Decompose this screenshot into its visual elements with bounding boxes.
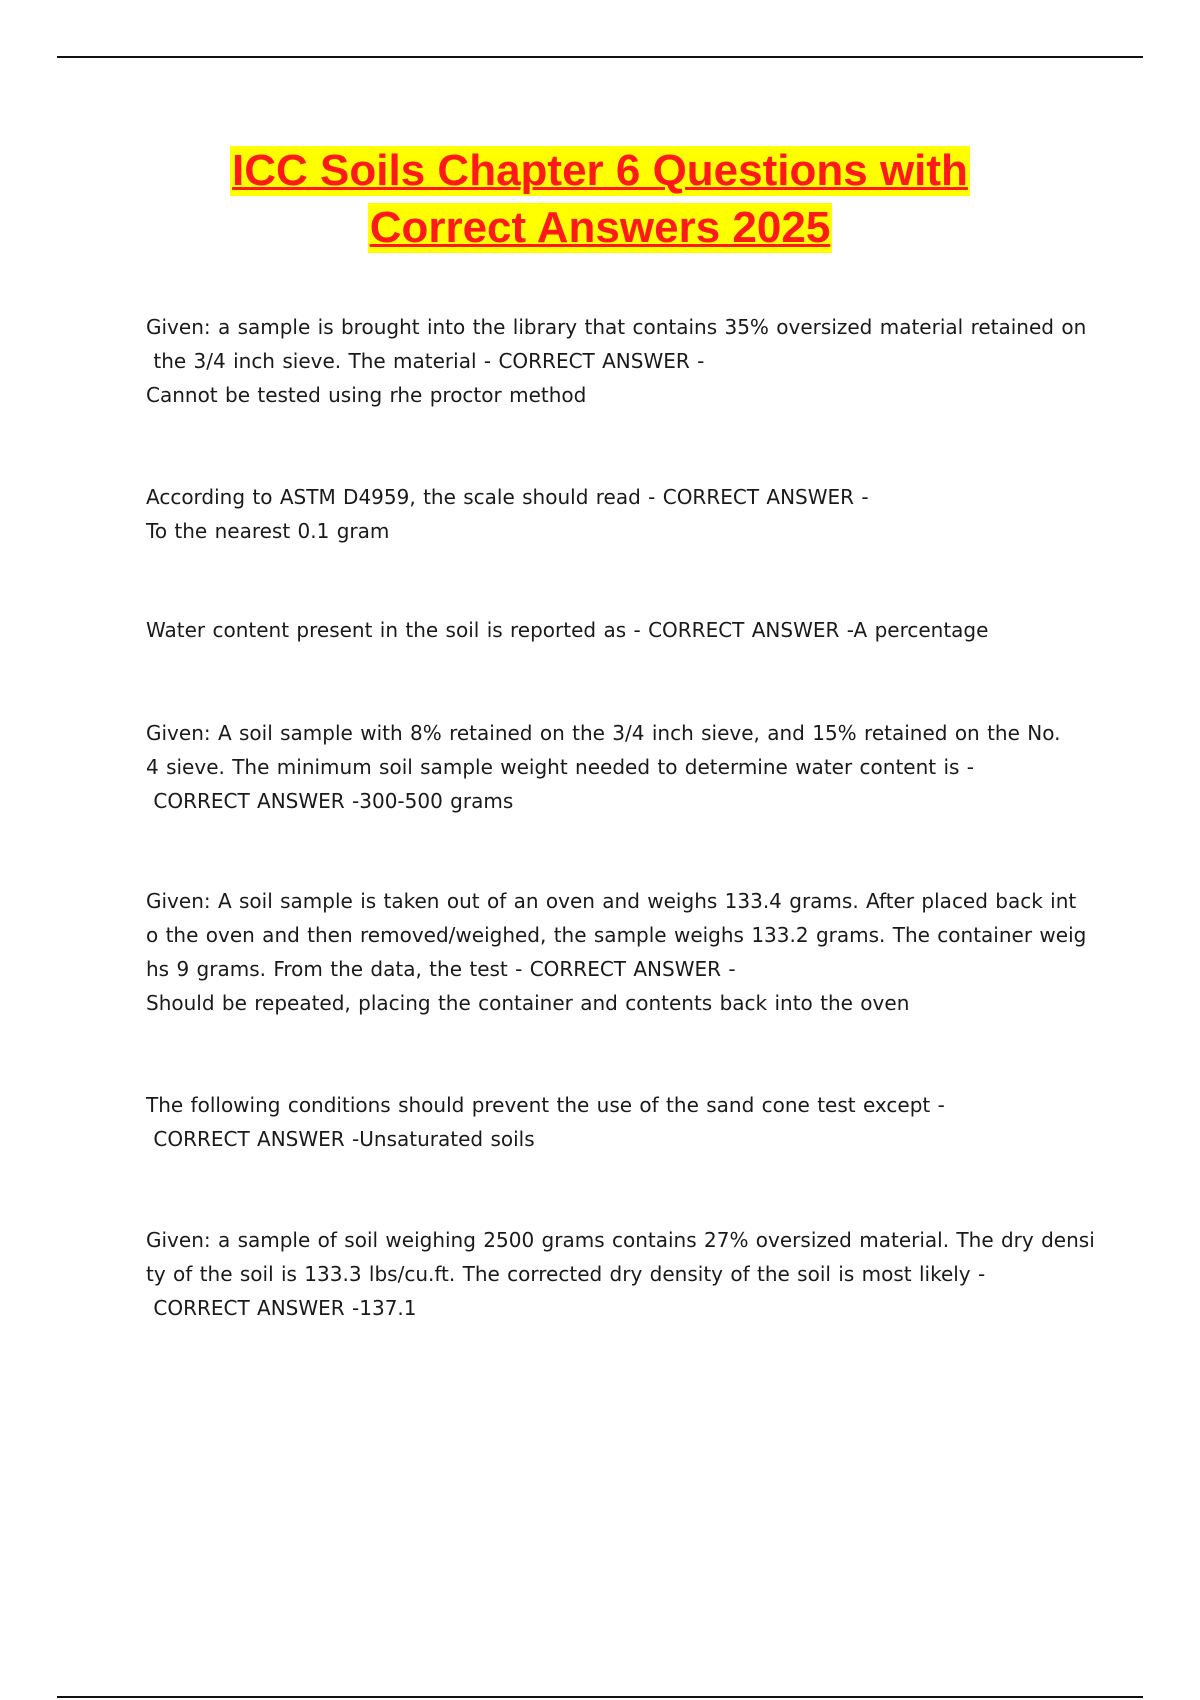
- qa-line: Given: A soil sample with 8% retained on the 3/4 inch sieve, and 15% retained on the No.: [146, 721, 1061, 745]
- qa-line: ty of the soil is 133.3 lbs/cu.ft. The corrected dry density of the soil is most likely -: [146, 1262, 986, 1286]
- qa-line: CORRECT ANSWER -300-500 grams: [146, 789, 514, 813]
- qa-line: Given: a sample of soil weighing 2500 grams contains 27% oversized material. The dry densi: [146, 1228, 1095, 1252]
- qa-line: the 3/4 inch sieve. The material - CORRECT ANSWER -: [146, 349, 705, 373]
- qa-line: The following conditions should prevent the use of the sand cone test except -: [146, 1093, 945, 1117]
- qa-line: Cannot be tested using rhe proctor method: [146, 383, 587, 407]
- footer-rule: [57, 1696, 1143, 1698]
- qa-line: CORRECT ANSWER -137.1: [146, 1296, 417, 1320]
- qa-item-3: [146, 613, 1094, 647]
- qa-line: Should be repeated, placing the container and contents back into the oven: [146, 991, 910, 1015]
- qa-item-2: [146, 480, 1094, 548]
- document-title: [100, 146, 1100, 260]
- qa-line: CORRECT ANSWER -Unsaturated soils: [146, 1127, 535, 1151]
- qa-item-5: [146, 884, 1094, 1020]
- title-line-1: ICC Soils Chapter 6 Questions with: [232, 146, 968, 195]
- qa-line: Given: A soil sample is taken out of an oven and weighs 133.4 grams. After placed back int: [146, 889, 1077, 913]
- qa-line: o the oven and then removed/weighed, the sample weighs 133.2 grams. The container weig: [146, 923, 1087, 947]
- qa-line: According to ASTM D4959, the scale should read - CORRECT ANSWER -: [146, 485, 869, 509]
- qa-line: hs 9 grams. From the data, the test - CORRECT ANSWER -: [146, 957, 736, 981]
- qa-item-7: [146, 1223, 1094, 1325]
- qa-line: To the nearest 0.1 gram: [146, 519, 390, 543]
- title-line-2: Correct Answers 2025: [369, 203, 831, 252]
- qa-item-6: [146, 1088, 1094, 1156]
- qa-item-4: [146, 716, 1094, 818]
- header-rule: [57, 56, 1143, 58]
- qa-line: Given: a sample is brought into the library that contains 35% oversized material retained on: [146, 315, 1087, 339]
- qa-item-1: [146, 310, 1094, 412]
- qa-line: Water content present in the soil is reported as - CORRECT ANSWER -A percentage: [146, 618, 989, 642]
- qa-line: 4 sieve. The minimum soil sample weight needed to determine water content is -: [146, 755, 975, 779]
